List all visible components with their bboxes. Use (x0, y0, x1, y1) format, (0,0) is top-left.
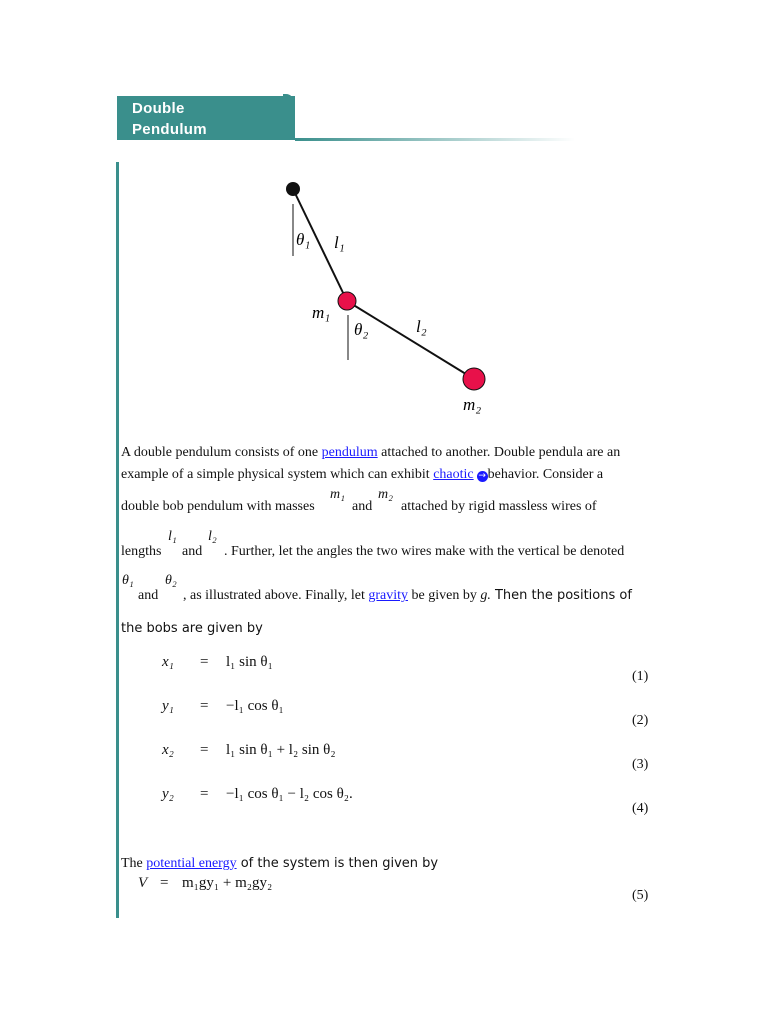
equation-number: (4) (632, 801, 649, 816)
paragraph-fragment: . Further, let the angles the two wires make with the vertical be denoted (224, 544, 625, 559)
symbol-theta1: θ₁ (122, 573, 134, 588)
paragraph-fragment: attached by rigid massless wires of (401, 499, 597, 514)
label-theta1: θ₁ (296, 230, 311, 249)
content-left-border (116, 162, 119, 918)
paragraph-fragment: and (138, 588, 159, 603)
title-line-1: Double (132, 100, 185, 117)
bob-2 (463, 368, 485, 390)
double-pendulum-figure (270, 170, 500, 420)
rod-2 (347, 301, 474, 379)
link-potential-energy[interactable]: potential energy (146, 856, 237, 871)
equation-number: (3) (632, 757, 649, 772)
label-l2: l₂ (416, 317, 427, 336)
pivot-point (286, 182, 300, 196)
label-l1: l₁ (334, 233, 345, 252)
symbol-l2: l₂ (208, 529, 217, 544)
link-pendulum[interactable]: pendulum (321, 445, 378, 460)
symbol-l1: l₁ (168, 529, 177, 544)
link-chaotic[interactable]: chaotic (433, 467, 474, 482)
title-divider (295, 138, 575, 141)
paragraph-fragment: and (182, 544, 203, 559)
equation-number: (5) (632, 888, 649, 903)
paragraph-line: , as illustrated above. Finally, let gravity be given by g. Then the positions of (183, 588, 632, 603)
pendulum-diagram (270, 170, 500, 420)
paragraph-fragment: the bobs are given by (121, 621, 263, 636)
symbol-theta2: θ₂ (165, 573, 177, 588)
title-line-2: Pendulum (132, 121, 207, 138)
bob-1 (338, 292, 356, 310)
paragraph-fragment: and (352, 499, 373, 514)
symbol-m1: m₁ (330, 487, 345, 502)
paragraph-line: double bob pendulum with masses (121, 499, 315, 514)
label-m1: m₁ (312, 303, 331, 322)
equation-number: (2) (632, 713, 649, 728)
label-theta2: θ₂ (354, 320, 369, 339)
paragraph-line: example of a simple physical system which can exhibit chaotic → behavior. Consider a (121, 467, 604, 482)
link-gravity[interactable]: gravity (368, 588, 408, 603)
arrow-icon[interactable]: → (478, 471, 486, 481)
equation-number: (1) (632, 669, 649, 684)
paragraph-line: A double pendulum consists of one pendulum attached to another. Double pendula are an (121, 445, 621, 460)
paragraph-fragment: lengths (121, 544, 162, 559)
symbol-m2: m₂ (378, 487, 393, 502)
paragraph-line: The potential energy of the system is then given by (121, 856, 439, 871)
label-m2: m₂ (463, 395, 482, 414)
page-title (117, 96, 295, 140)
